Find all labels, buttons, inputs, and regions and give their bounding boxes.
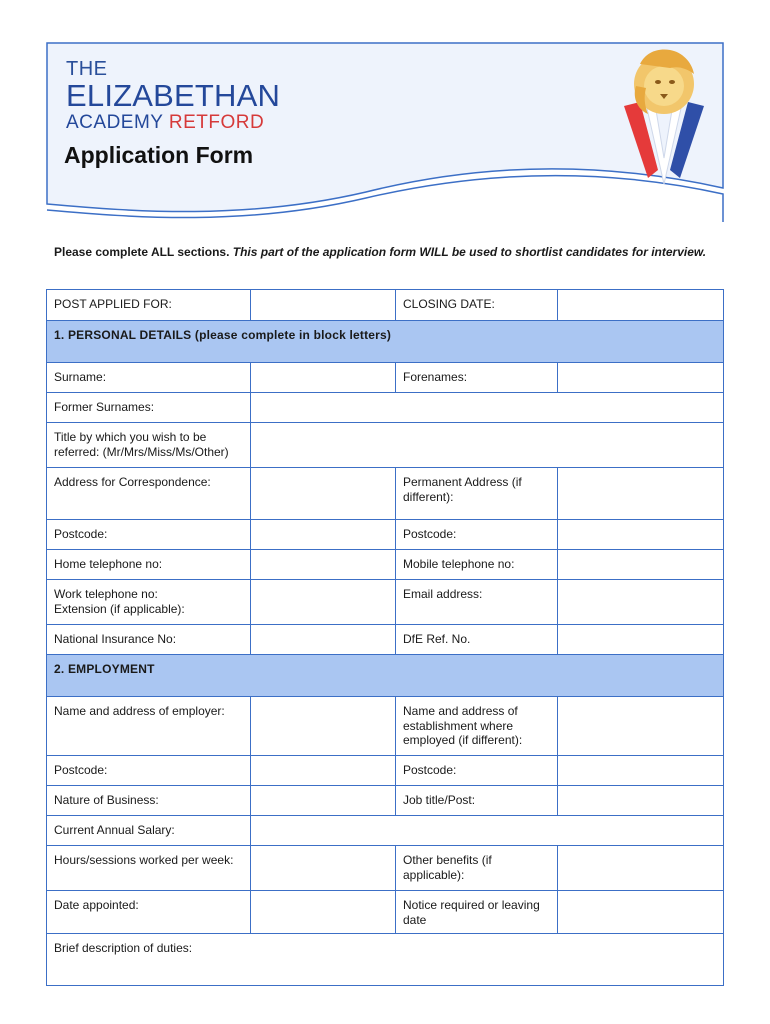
logo-retford-word: RETFORD (168, 112, 265, 133)
home-telephone-label: Home telephone no: (47, 550, 251, 580)
salary-field[interactable] (251, 816, 724, 846)
title-label-line2: referred: (Mr/Mrs/Miss/Ms/Other) (54, 444, 229, 459)
notice-field[interactable] (558, 891, 724, 934)
home-telephone-field[interactable] (251, 550, 396, 580)
dfe-ref-field[interactable] (558, 625, 724, 655)
former-surnames-field[interactable] (251, 393, 724, 423)
forenames-label: Forenames: (396, 363, 558, 393)
permanent-address-line1: Permanent Address (if (403, 475, 522, 489)
page-title: Application Form (64, 142, 254, 168)
date-appointed-label: Date appointed: (47, 891, 251, 934)
surname-field[interactable] (251, 363, 396, 393)
form-header (46, 42, 724, 222)
establishment-label (396, 697, 558, 756)
former-surnames-label: Former Surnames: (47, 393, 251, 423)
establishment-line2: establishment where (403, 718, 514, 733)
employer-name-label: Name and address of employer: (47, 697, 251, 756)
email-field[interactable] (558, 580, 724, 625)
application-form-table (46, 289, 724, 986)
nature-business-label: Nature of Business: (47, 786, 251, 816)
address-correspondence-label: Address for Correspondence: (47, 468, 251, 520)
logo-elizabethan: ELIZABETHAN (66, 78, 281, 113)
date-appointed-field[interactable] (251, 891, 396, 934)
instructions-italic: This part of the application form WILL be used to shortlist candidates for interview. (232, 245, 707, 259)
notice-label: Notice required or leaving date (396, 891, 558, 934)
hours-label: Hours/sessions worked per week: (47, 846, 251, 891)
employer-postcode-field[interactable] (251, 756, 396, 786)
duties-field[interactable] (47, 934, 724, 986)
closing-date-field[interactable] (558, 290, 724, 321)
surname-label: Surname: (47, 363, 251, 393)
permanent-address-field[interactable] (558, 468, 724, 520)
benefits-field[interactable] (558, 846, 724, 891)
work-telephone-field[interactable] (251, 580, 396, 625)
employer-postcode-label: Postcode: (47, 756, 251, 786)
national-insurance-label: National Insurance No: (47, 625, 251, 655)
mobile-telephone-label: Mobile telephone no: (396, 550, 558, 580)
lion-crest-icon (618, 46, 710, 190)
post-applied-label: POST APPLIED FOR: (47, 290, 251, 321)
title-label-line1: Title by which you wish to be (54, 430, 207, 444)
email-label: Email address: (396, 580, 558, 625)
title-label (47, 423, 251, 468)
benefits-label (396, 846, 558, 891)
establishment-postcode-label: Postcode: (396, 756, 558, 786)
job-title-label: Job title/Post: (396, 786, 558, 816)
benefits-line1: Other benefits (if (403, 853, 492, 867)
logo-academy-retford (66, 112, 264, 134)
work-telephone-line1: Work telephone no: (54, 587, 158, 601)
permanent-postcode-field[interactable] (558, 520, 724, 550)
hours-field[interactable] (251, 846, 396, 891)
postcode-label: Postcode: (47, 520, 251, 550)
section-employment-heading: 2. EMPLOYMENT (47, 655, 724, 697)
logo-the: THE (66, 58, 108, 80)
title-field[interactable] (251, 423, 724, 468)
duties-label: Brief description of duties: (54, 941, 193, 955)
benefits-line2: applicable): (403, 867, 465, 882)
mobile-telephone-field[interactable] (558, 550, 724, 580)
post-applied-field[interactable] (251, 290, 396, 321)
instructions-text (54, 245, 722, 260)
logo-academy-word: ACADEMY (66, 112, 164, 133)
work-telephone-label (47, 580, 251, 625)
dfe-ref-label: DfE Ref. No. (396, 625, 558, 655)
nature-business-field[interactable] (251, 786, 396, 816)
permanent-address-label (396, 468, 558, 520)
permanent-postcode-label: Postcode: (396, 520, 558, 550)
work-telephone-line2: Extension (if applicable): (54, 601, 185, 616)
establishment-line1: Name and address of (403, 704, 518, 718)
closing-date-label: CLOSING DATE: (396, 290, 558, 321)
establishment-field[interactable] (558, 697, 724, 756)
address-correspondence-field[interactable] (251, 468, 396, 520)
national-insurance-field[interactable] (251, 625, 396, 655)
section-personal-details-heading: 1. PERSONAL DETAILS (please complete in block letters) (47, 321, 724, 363)
permanent-address-line2: different): (403, 489, 454, 504)
salary-label: Current Annual Salary: (47, 816, 251, 846)
forenames-field[interactable] (558, 363, 724, 393)
instructions-plain: Please complete ALL sections. (54, 245, 233, 259)
establishment-line3: employed (if different): (403, 733, 523, 747)
job-title-field[interactable] (558, 786, 724, 816)
employer-name-field[interactable] (251, 697, 396, 756)
postcode-field[interactable] (251, 520, 396, 550)
establishment-postcode-field[interactable] (558, 756, 724, 786)
